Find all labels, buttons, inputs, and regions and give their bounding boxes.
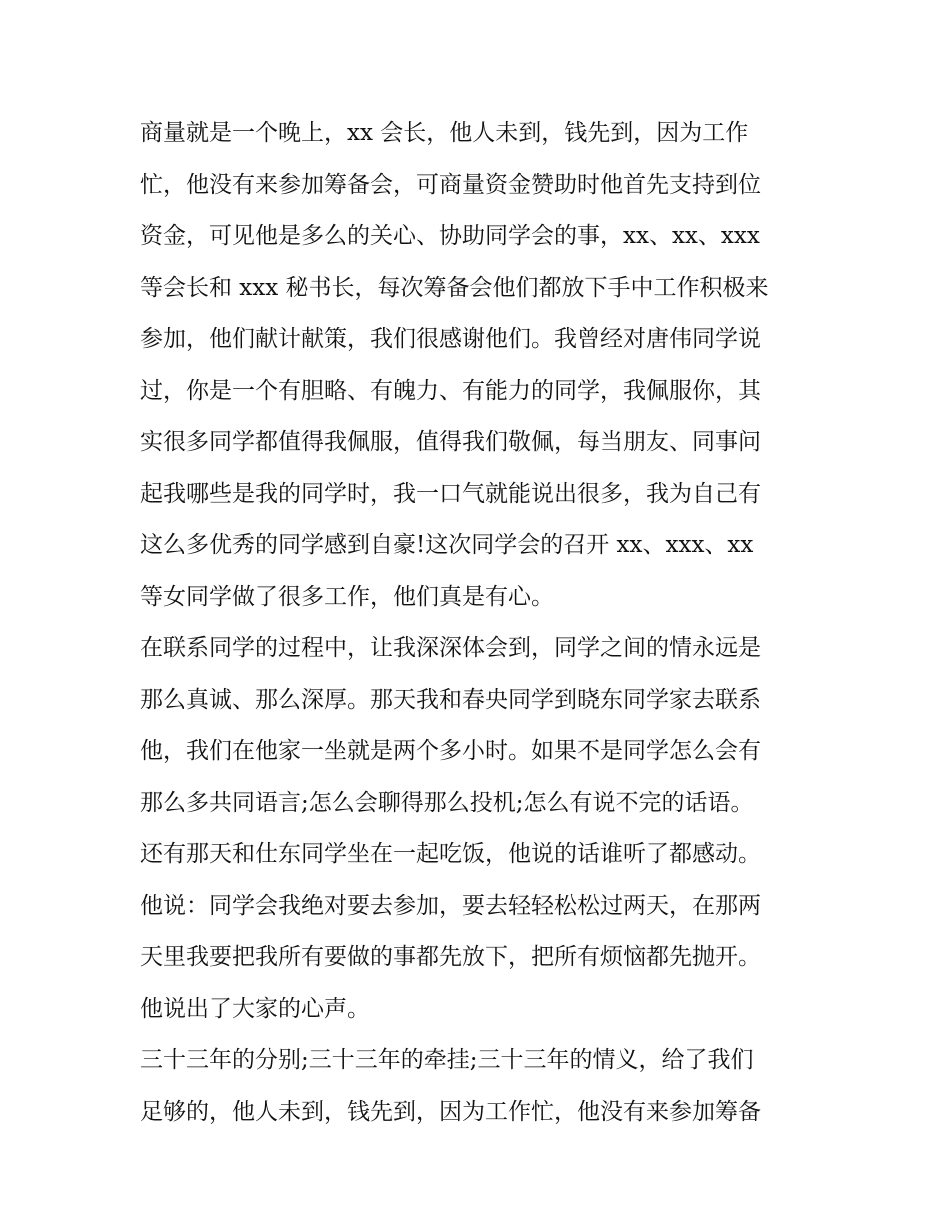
text-line: 天里我要把我所有要做的事都先放下，把所有烦恼都先抛开。	[140, 944, 761, 970]
text-line: 这么多优秀的同学感到自豪!这次同学会的召开 xx、xxx、xx	[140, 532, 754, 558]
text-line: 三十三年的分别;三十三年的牵挂;三十三年的情义，给了我们	[140, 1047, 754, 1073]
text-line: 在联系同学的过程中，让我深深体会到，同学之间的情永远是	[140, 635, 761, 661]
text-line: 足够的，他人未到，钱先到，因为工作忙，他没有来参加筹备	[140, 1098, 761, 1125]
text-line: 他说出了大家的心声。	[140, 995, 370, 1022]
text-line: 实很多同学都值得我佩服，值得我们敬佩，每当朋友、同事问	[140, 429, 761, 455]
text-line: 过，你是一个有胆略、有魄力、有能力的同学，我佩服你，其	[140, 377, 761, 404]
text-line: 他说：同学会我绝对要去参加，要去轻轻松松过两天，在那两	[140, 892, 761, 919]
text-line: 资金，可见他是多么的关心、协助同学会的事，xx、xx、xxx	[140, 223, 760, 249]
body-text	[140, 108, 840, 1138]
text-line: 参加，他们献计献策，我们很感谢他们。我曾经对唐伟同学说	[140, 326, 761, 352]
text-line: 忙，他没有来参加筹备会，可商量资金赞助时他首先支持到位	[140, 171, 761, 198]
text-line: 还有那天和仕东同学坐在一起吃饭，他说的话谁听了都感动。	[140, 841, 761, 867]
text-line: 起我哪些是我的同学时，我一口气就能说出很多，我为自己有	[140, 480, 761, 507]
text-line: 等会长和 xxx 秘书长，每次筹备会他们都放下手中工作积极来	[140, 274, 769, 301]
text-line: 那么真诚、那么深厚。那天我和春央同学到晓东同学家去联系	[140, 686, 761, 713]
text-line: 等女同学做了很多工作，他们真是有心。	[140, 583, 554, 610]
text-line: 他，我们在他家一坐就是两个多小时。如果不是同学怎么会有	[140, 738, 761, 764]
text-line: 那么多共同语言;怎么会聊得那么投机;怎么有说不完的话语。	[140, 789, 754, 816]
text-line: 商量就是一个晚上，xx 会长，他人未到，钱先到，因为工作	[140, 120, 749, 146]
